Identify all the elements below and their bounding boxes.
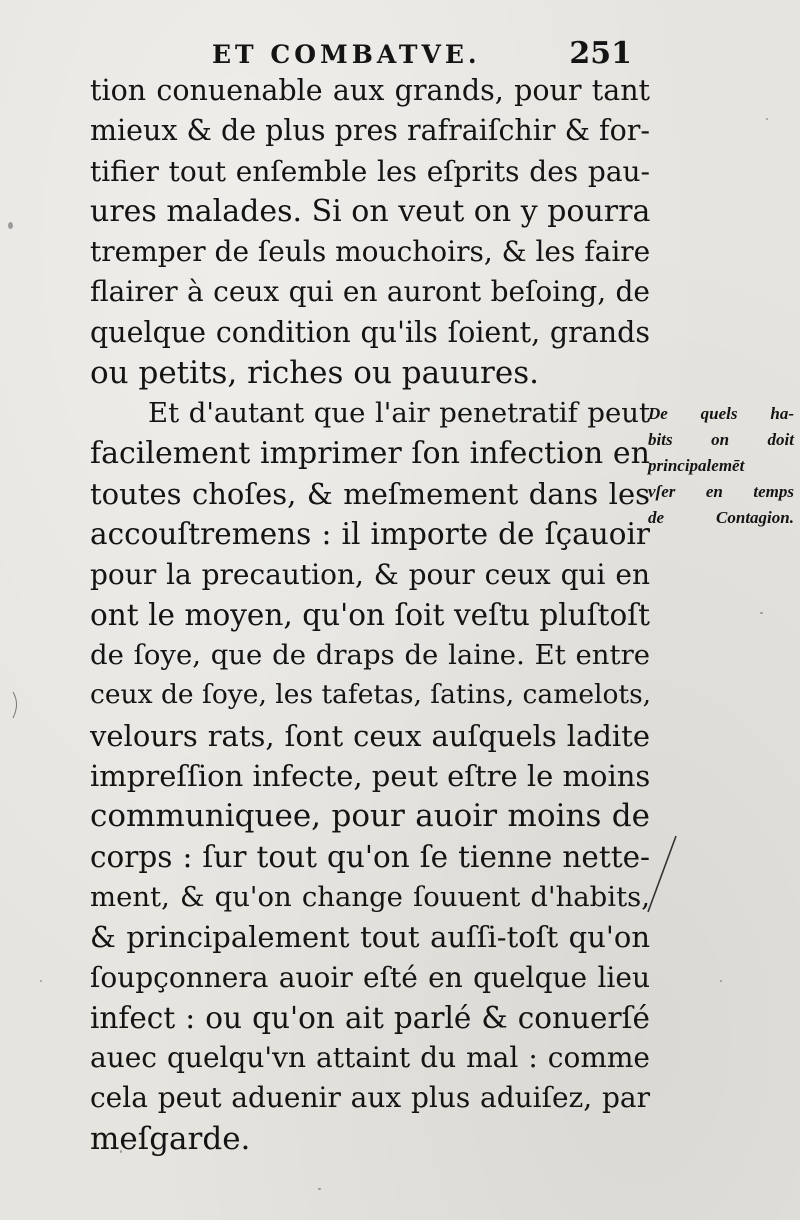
text-line: & principalement tout auſſi-toſt qu'on <box>90 920 650 955</box>
marginal-note-line: vſer en temps <box>648 482 794 501</box>
paper-speck <box>766 118 768 120</box>
text-line: impreſſion infecte, peut eſtre le moins <box>90 759 651 794</box>
running-title: ET COMBATVE. <box>212 40 481 69</box>
ink-stroke-mark <box>10 690 22 720</box>
text-line: meſgarde. <box>90 1120 251 1157</box>
text-line: pour la precaution, & pour ceux qui en <box>90 557 650 591</box>
paper-speck <box>760 612 763 614</box>
body-text <box>90 71 650 1159</box>
text-line: de ſoye, que de draps de laine. Et entre <box>90 639 650 672</box>
paper-speck <box>40 980 42 982</box>
paper-speck <box>318 1188 321 1190</box>
text-line: ceux de ſoye, les tafetas, ſatins, camelots, <box>90 679 652 711</box>
text-line: velours rats, ſont ceux auſquels ladite <box>90 718 650 753</box>
text-line: Et d'autant que l'air penetratif peut <box>148 397 650 430</box>
text-line: ment, & qu'on change ſouuent d'habits, <box>90 880 650 913</box>
marginal-note-line: de Contagion. <box>648 508 794 527</box>
text-line: ſoupçonnera auoir eſté en quelque lieu <box>90 960 650 994</box>
text-line: flairer à ceux qui en auront beſoing, de <box>90 275 650 309</box>
text-line: quelque condition qu'ils ſoient, grands <box>90 315 650 349</box>
text-line: toutes choſes, & meſmement dans les <box>90 476 650 511</box>
text-line: ou petits, riches ou pauures. <box>90 355 539 392</box>
text-line: communiquee, pour auoir moins de <box>90 798 650 835</box>
text-line: auec quelqu'vn attaint du mal : comme <box>90 1041 650 1075</box>
marginal-note-line: bits on doit <box>648 430 794 449</box>
paper-speck <box>8 222 13 229</box>
text-line: ures malades. Si on veut on y pourra <box>90 193 651 229</box>
text-line: cela peut aduenir aux plus aduiſez, par <box>90 1081 650 1115</box>
text-line: accouſtremens : il importe de ſçauoir <box>90 517 650 552</box>
marginal-note <box>648 401 794 531</box>
marginal-note-line: De quels ha- <box>648 404 794 423</box>
text-line: facilement imprimer ſon infection en <box>90 435 650 471</box>
paper-speck <box>720 980 722 982</box>
marginal-note-line: principalemēt <box>648 456 745 475</box>
text-line: infect : ou qu'on ait parlé & conuerſé <box>90 1000 650 1035</box>
text-line: ont le moyen, qu'on ſoit veſtu pluſtoſt <box>90 597 650 632</box>
text-line: mieux & de plus pres rafraiſchir & for- <box>90 114 650 148</box>
page-number: 251 <box>569 36 632 71</box>
text-line: corps : ſur tout qu'on ſe tienne nette- <box>90 839 650 874</box>
text-line: tremper de ſeuls mouchoirs, & les faire <box>90 235 651 269</box>
text-line: tion conuenable aux grands, pour tant <box>90 74 650 107</box>
text-line: tifier tout enſemble les eſprits des pau- <box>90 154 650 188</box>
